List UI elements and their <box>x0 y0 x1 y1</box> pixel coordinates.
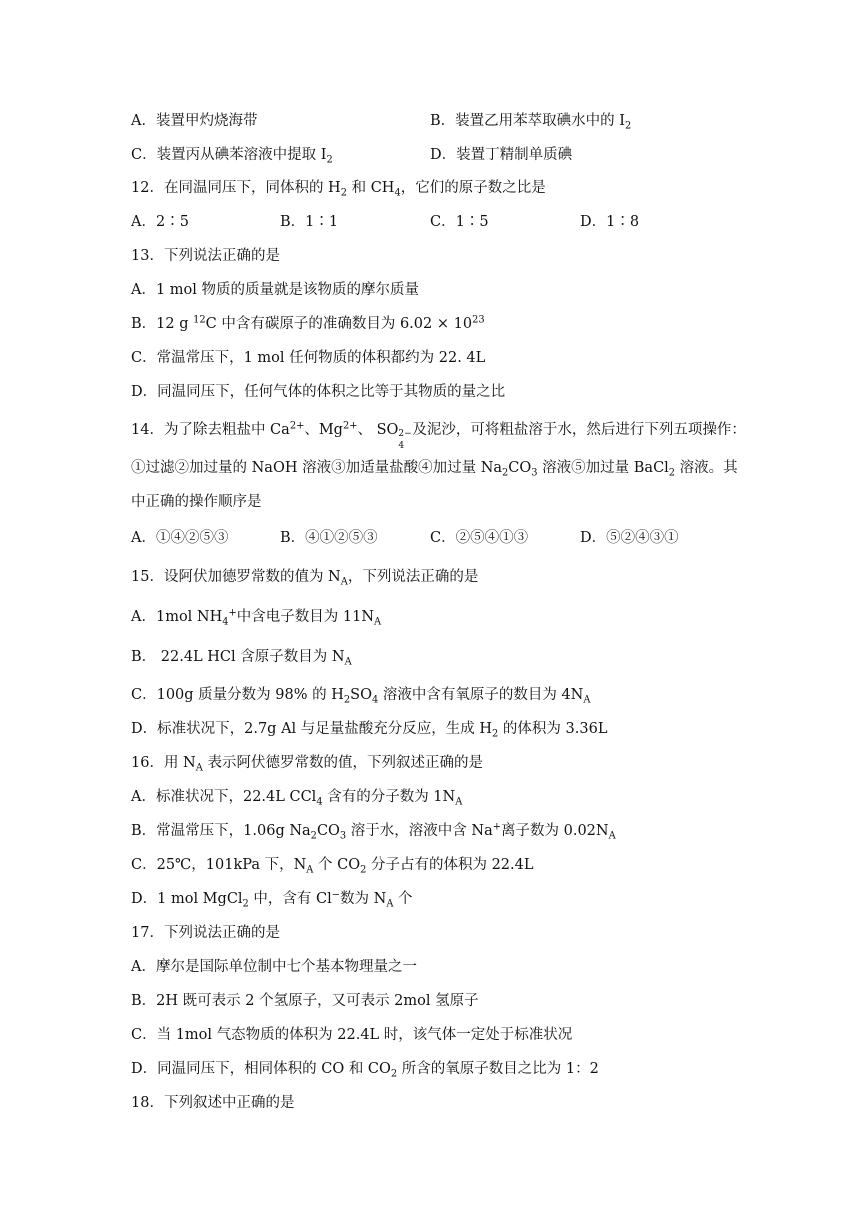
q16-stem: 16．用 $N_A$ 表示阿伏德罗常数的值，下列叙述正确的是 <box>131 755 483 774</box>
q17-option-a: A．摩尔是国际单位制中七个基本物理量之一 <box>131 959 417 975</box>
q17-stem: 17．下列说法正确的是 <box>131 925 280 941</box>
q15-option-b: B． 22.4L HCl 含原子数目为 $N_A$ <box>131 649 352 668</box>
q12-stem: 12．在同温同压下，同体积的 $H_2$ 和 $CH_4$，它们的原子数之比是 <box>131 180 546 199</box>
q12-option-a: A．2∶5 <box>131 214 189 230</box>
q12-option-d: D．1∶8 <box>580 214 640 230</box>
q15-option-a: A．1mol $NH_4^+$中含电子数目为 $11N_A$ <box>131 607 382 628</box>
q12-option-b: B．1∶1 <box>280 214 339 230</box>
q14-option-d: D．⑤②④③① <box>580 530 679 546</box>
q16-option-a: A．标准状况下，22.4L CCl$_4$ 含有的分子数为 $1N_A$ <box>131 789 463 808</box>
q15-stem: 15．设阿伏加德罗常数的值为 $N_A$，下列说法正确的是 <box>131 569 479 588</box>
q12-option-c: C．1∶5 <box>430 214 489 230</box>
q16-option-c: C．25℃，101kPa 下，$N_A$ 个 $CO_2$ 分子占有的体积为 22.4L <box>131 857 534 876</box>
q14-option-b: B．④①②⑤③ <box>280 530 378 546</box>
q11-option-c: C．装置丙从碘苯溶液中提取 $I_2$ <box>131 147 333 166</box>
q14-option-c: C．②⑤④①③ <box>430 530 529 546</box>
q16-option-b: B．常温常压下，1.06g $Na_2CO_3$ 溶于水，溶液中含 Na+离子数为 $0.02N_A$ <box>131 821 616 842</box>
q18-stem: 18．下列叙述中正确的是 <box>131 1095 295 1111</box>
q15-option-c: C．100g 质量分数为 98% 的 $H_2SO_4$ 溶液中含有氧原子的数目为 $4N_A$ <box>131 687 591 706</box>
q14-operations: ①过滤②加过量的 NaOH 溶液③加适量盐酸④加过量 $Na_2CO_3$ 溶液⑤加过量 BaCl$_2$ 溶液。其 <box>131 460 738 479</box>
q17-option-d: D．同温同压下，相同体积的 CO 和 $CO_2$ 所含的氧原子数目之比为 1：2 <box>131 1061 599 1080</box>
q14-stem: 14．为了除去粗盐中 $Ca^{2+}$、$Mg^{2+}$、 SO 2− 4 及泥沙，可将粗盐溶于水，然后进行下列五项操作： <box>131 420 746 451</box>
q13-stem: 13．下列说法正确的是 <box>131 248 280 264</box>
q17-option-c: C．当 1mol 气态物质的体积为 22.4L 时，该气体一定处于标准状况 <box>131 1027 573 1043</box>
q13-option-d: D．同温同压下，任何气体的体积之比等于其物质的量之比 <box>131 384 506 400</box>
q16-option-d: D．1 mol MgCl$_2$ 中，含有 Cl−数为 $N_A$ 个 <box>131 889 413 910</box>
q13-option-c: C．常温常压下，1 mol 任何物质的体积都约为 22. 4L <box>131 350 486 366</box>
q15-option-d: D．标准状况下，2.7g Al 与足量盐酸充分反应，生成 $H_2$ 的体积为 3.36L <box>131 721 608 740</box>
q11-option-d: D．装置丁精制单质碘 <box>430 147 573 163</box>
q11-option-b: B．装置乙用苯萃取碘水中的 $I_2$ <box>430 113 632 132</box>
q13-option-b: B．12 g $^{12}$C 中含有碳原子的准确数目为 $6.02 \times 10^{23}$ <box>131 314 485 332</box>
q14-option-a: A．①④②⑤③ <box>131 530 229 546</box>
q17-option-b: B．2H 既可表示 2 个氢原子，又可表示 2mol 氢原子 <box>131 993 479 1009</box>
q14-stem-end: 中正确的操作顺序是 <box>131 494 262 510</box>
q13-option-a: A．1 mol 物质的质量就是该物质的摩尔质量 <box>131 282 420 298</box>
q11-option-a: A．装置甲灼烧海带 <box>131 113 258 129</box>
